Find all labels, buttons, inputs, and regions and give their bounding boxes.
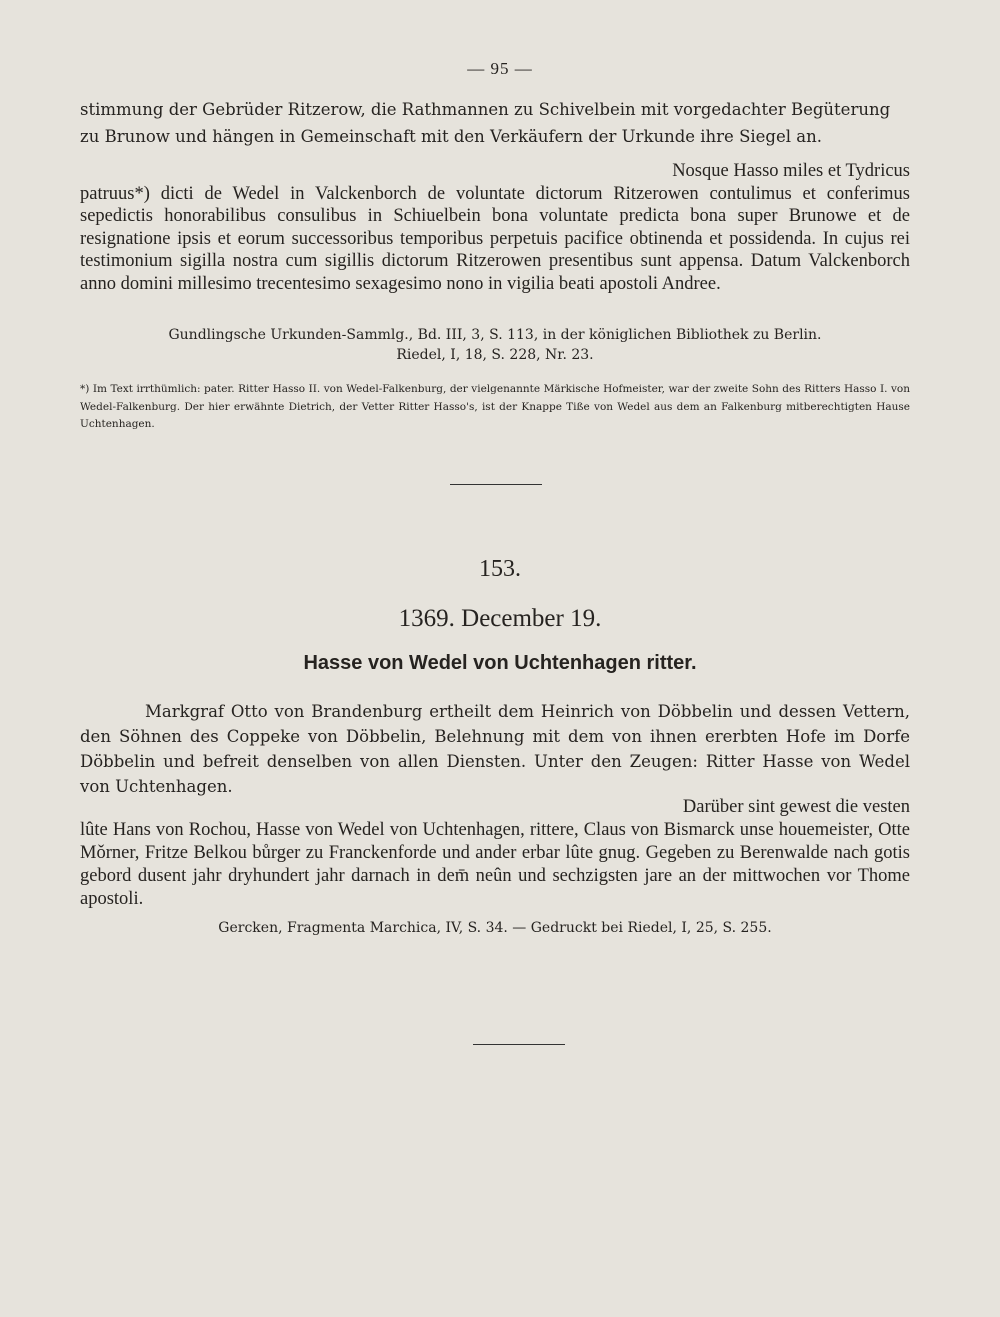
section-divider [450, 484, 542, 485]
document-number: 153. [479, 556, 521, 582]
latin-body: patruus*) dicti de Wedel in Valckenborch de voluntate dictorum Ritzerowen contulimus et conferimus sepedictis honorabilibus consulibus in Schiuelbein bona voluntate predicta bona super Brunowe et de resignatione ipsis et eorum successoribus temporibus perpetuis pacifice obtinenda et possidenda. In cujus rei testimonium sigilla nostra cum sigillis dictorum Ritzerowen presentibus sunt appensa. Datum Valckenborch anno domini millesimo trecentesimo sexagesimo nono in vigilia beati apostoli Andree. [80, 183, 910, 294]
document-title: Hasse von Wedel von Uchtenhagen ritter. [303, 652, 697, 674]
charter-excerpt [80, 796, 910, 911]
document-date: 1369. December 19. [398, 605, 602, 632]
footnote: *) Im Text irrthümlich: pater. Ritter Hasso II. von Wedel-Falkenburg, der vielgenannte Märkische Hofmeister, war der zweite Sohn des Ritters Hasso I. von Wedel-Falkenburg. Der hier erwähnte Dietrich, der Vetter Ritter Hasso's, ist der Knappe Tiße von Wedel aus dem an Falkenburg mitberechtigten Hause Uchtenhagen. [80, 383, 910, 430]
end-divider [473, 1044, 565, 1045]
regest [80, 699, 910, 799]
excerpt-body: lûte Hans von Rochou, Hasse von Wedel von Uchtenhagen, rittere, Claus von Bismarck unse houemeister, Otte Mǒrner, Fritze Belkou bůrger zu Franckenforde und ander erbar lûte gnug. Gegeben zu Berenwalde nach gotis gebord dusent jahr dryhundert jahr darnach in dem̄ neûn und sechzigsten jare an der mittwochen vor Thome apostoli. [80, 820, 910, 909]
source-citation-2: Gercken, Fragmenta Marchica, IV, S. 34. — Gedruckt bei Riedel, I, 25, S. 255. [218, 920, 772, 936]
excerpt-first-line: Darüber sint gewest die vesten [682, 797, 910, 817]
source-line-2: Riedel, I, 18, S. 228, Nr. 23. [396, 347, 594, 363]
source-line-1: Gundlingsche Urkunden-Sammlg., Bd. III, 3, S. 113, in der königlichen Bibliothek zu Berlin. [168, 327, 822, 343]
page-number: — 95 — [467, 59, 533, 78]
source-citation [80, 325, 910, 365]
continuation-paragraph: stimmung der Gebrüder Ritzerow, die Rathmannen zu Schivelbein mit vorgedachter Begüterung zu Brunow und hängen in Gemeinschaft mit den Verkäufern der Urkunde ihre Siegel an. [80, 100, 891, 146]
latin-first-line: Nosque Hasso miles et Tydricus [672, 161, 910, 181]
latin-charter-text [80, 160, 910, 295]
regest-text: Markgraf Otto von Brandenburg ertheilt dem Heinrich von Döbbelin und dessen Vettern, den Söhnen des Coppeke von Döbbelin, Belehnung mit dem von ihnen ererbten Hofe im Dorfe Döbbelin und befreit denselben von allen Diensten. Unter den Zeugen: Ritter Hasse von Wedel von Uchtenhagen. [80, 702, 910, 796]
